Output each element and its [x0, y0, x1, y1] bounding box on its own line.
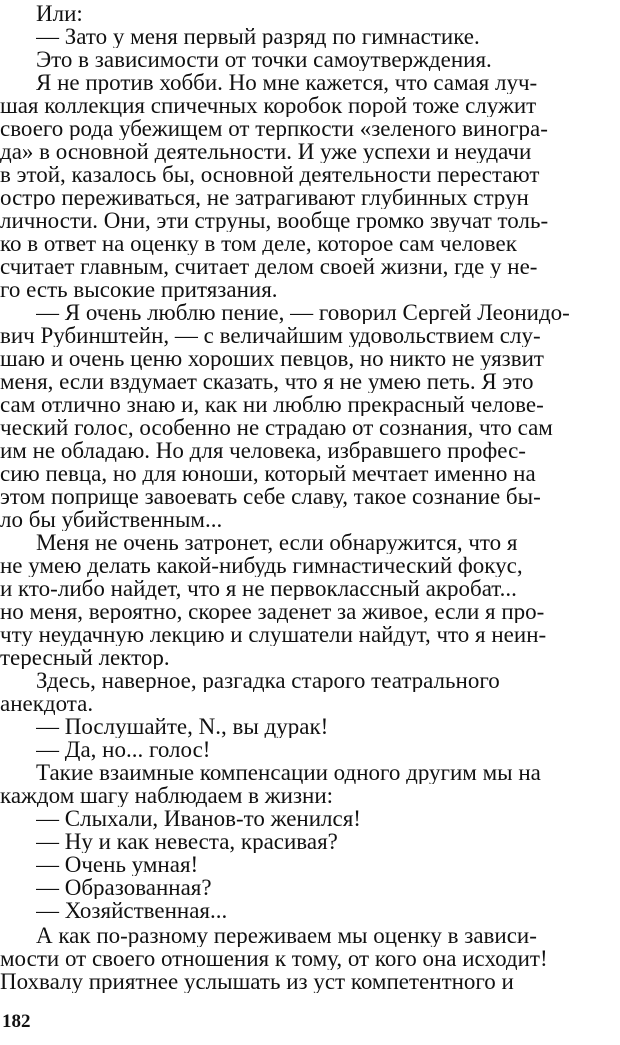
text-line: — Да, но... голос!	[36, 738, 211, 761]
text-line: Это в зависимости от точки самоутверждения.	[36, 48, 492, 71]
text-line: Такие взаимные компенсации одного другим мы на	[36, 761, 541, 784]
text-line: го есть высокие притязания.	[0, 278, 278, 301]
text-line: считает главным, считает делом своей жизни, где у не-	[0, 255, 538, 278]
page-number: 182	[2, 1011, 31, 1032]
text-line: — Очень умная!	[36, 853, 199, 876]
text-line: не умею делать какой-нибудь гимнастический фокус,	[0, 554, 523, 577]
text-line: мости от своего отношения к тому, от кого она исходит!	[0, 947, 548, 970]
text-line: — Послушайте, N., вы дурак!	[36, 715, 329, 738]
text-line: вич Рубинштейн, — с величайшим удовольствием слу-	[0, 324, 541, 347]
text-line: и кто-либо найдет, что я не первоклассный акробат...	[0, 577, 517, 600]
text-line: — Ну и как невеста, красивая?	[36, 830, 338, 853]
text-line: личности. Они, эти струны, вообще громко звучат толь-	[0, 209, 549, 232]
text-line: Меня не очень затронет, если обнаружится, что я	[36, 531, 518, 554]
text-line: сию певца, но для юноши, который мечтает именно на	[0, 462, 536, 485]
text-line: тересный лектор.	[0, 646, 170, 669]
text-line: в этой, казалось бы, основной деятельности перестают	[0, 163, 540, 186]
text-line: — Я очень люблю пение, — говорил Сергей Леонидо-	[36, 301, 570, 324]
text-line: ческий голос, особенно не страдаю от сознания, что сам	[0, 416, 553, 439]
text-line: ло бы убийственным...	[0, 508, 223, 531]
text-line: — Зато у меня первый разряд по гимнастике.	[36, 25, 480, 48]
text-line: каждом шагу наблюдаем в жизни:	[0, 784, 334, 807]
text-line: ко в ответ на оценку в том деле, которое сам человек	[0, 232, 517, 255]
text-line: остро переживаться, не затрагивают глубинных струн	[0, 186, 529, 209]
text-line: чту неудачную лекцию и слушатели найдут, что я неин-	[0, 623, 547, 646]
text-line: меня, если вздумает сказать, что я не умею петь. Я это	[0, 370, 534, 393]
text-line: своего рода убежищем от терпкости «зеленого виногра-	[0, 117, 548, 140]
text-line: да» в основной деятельности. И уже успехи и неудачи	[0, 140, 532, 163]
text-line: А как по-разному переживаем мы оценку в зависи-	[36, 924, 537, 947]
text-line: шая коллекция спичечных коробок порой тоже служит	[0, 94, 537, 117]
text-line: — Хозяйственная...	[36, 899, 228, 922]
text-line: Похвалу приятнее услышать из уст компетентного и	[0, 970, 514, 993]
text-line: сам отлично знаю и, как ни люблю прекрасный челове-	[0, 393, 544, 416]
text-line: им не обладаю. Но для человека, избравшего профес-	[0, 439, 526, 462]
text-line: этом поприще завоевать себе славу, такое сознание бы-	[0, 485, 541, 508]
text-line: но меня, вероятно, скорее заденет за живое, если я про-	[0, 600, 545, 623]
text-line: Здесь, наверное, разгадка старого театрального	[36, 669, 500, 692]
text-line: анекдота.	[0, 692, 94, 715]
text-line: Я не против хобби. Но мне кажется, что самая луч-	[36, 71, 538, 94]
text-line: Или:	[36, 2, 83, 25]
text-line: — Образованная?	[36, 876, 212, 899]
text-line: шаю и очень ценю хороших певцов, но никто не уязвит	[0, 347, 544, 370]
text-line: — Слыхали, Иванов-то женился!	[36, 807, 361, 830]
